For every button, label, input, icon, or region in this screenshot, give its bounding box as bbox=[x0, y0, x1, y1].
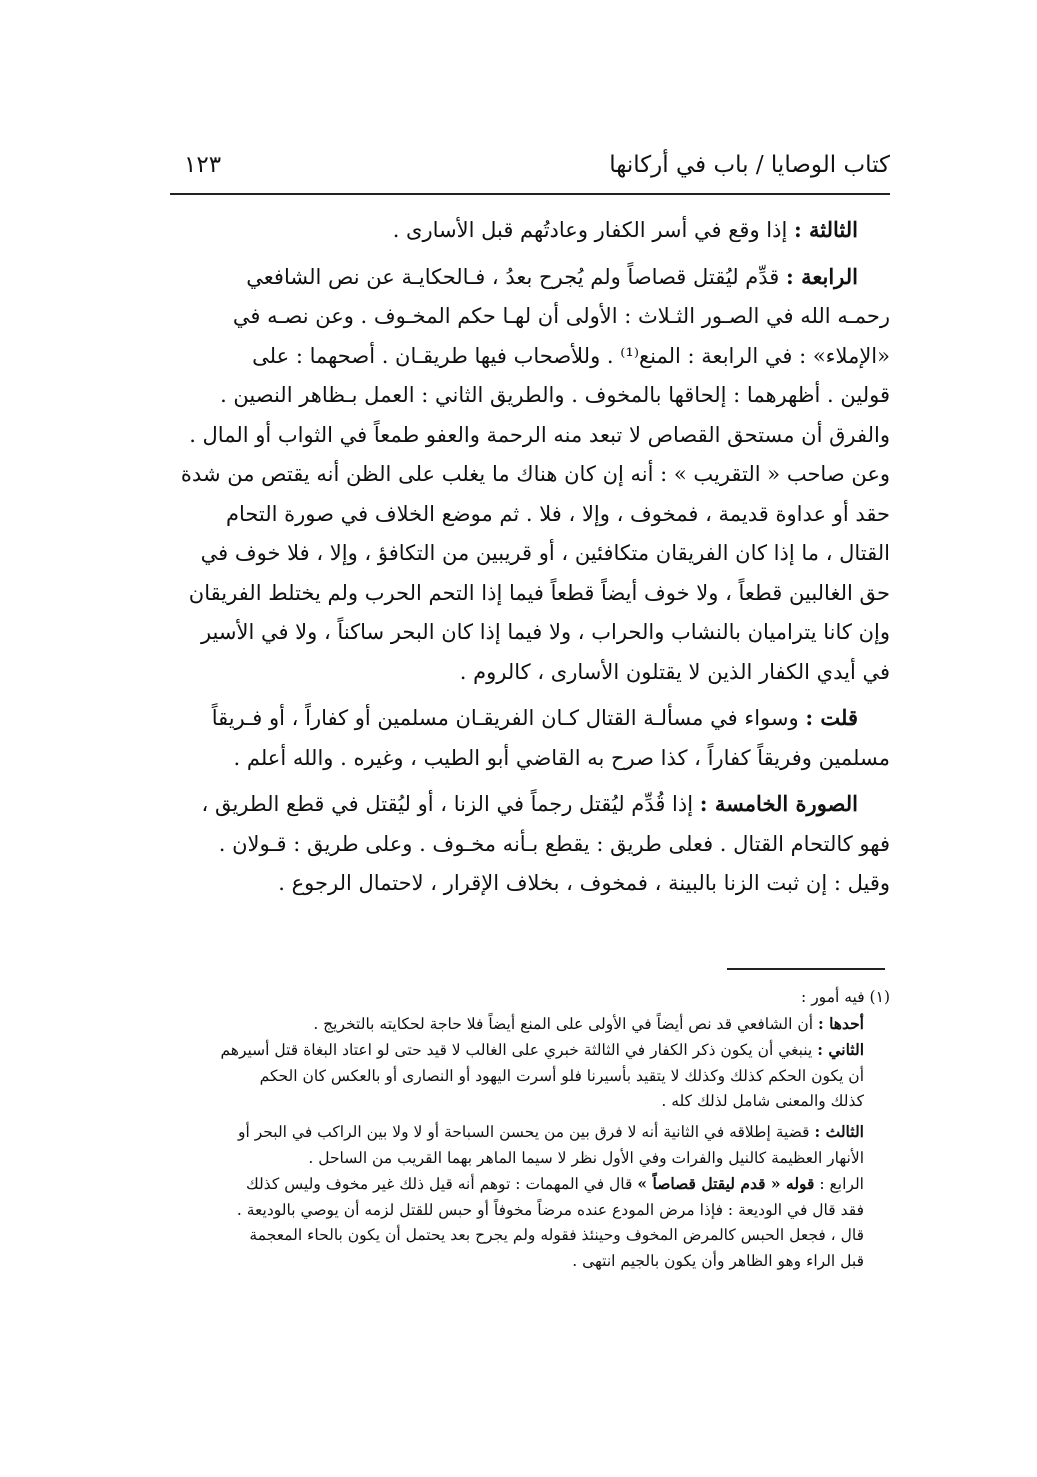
footnote-label: الثاني : bbox=[817, 1040, 864, 1060]
text-line: حقد أو عداوة قديمة ، فمخوف ، وإلا ، فلا . ثم موضع الخلاف في صورة التحام bbox=[225, 501, 890, 526]
text-line: الرابعة : قدِّم ليُقتل قصاصاً ولم يُجرح بعدُ ، فـالحكايـة عن نص الشافعي bbox=[246, 263, 858, 289]
footnote-line: فقد قال في الوديعة : فإذا مرض المودع عنده مرضاً مخوفاً أو حبس للقتل لزمه أن يوصي بالوديعة . bbox=[236, 1200, 864, 1219]
text-line: الثالثة : إذا وقع في أسر الكفار وعادتُهم قبل الأسارى . bbox=[392, 217, 858, 242]
page-number: ١٢٣ bbox=[184, 152, 222, 178]
footnote-line: قال ، فجعل الحبس كالمرض المخوف وحينئذ فقوله ولم يجرح بعد يحتمل أن يكون بالحاء المعجمة bbox=[249, 1226, 864, 1245]
text-line: والفرق أن مستحق القصاص لا تبعد منه الرحمة والعفو طمعاً في الثواب أو المال . bbox=[189, 422, 890, 447]
footnote-line: الأنهار العظيمة كالنيل والفرات وفي الأول نظر لا سيما الماهر بهما القريب من الساحل . bbox=[308, 1148, 864, 1167]
footnote-label: الثالث : bbox=[814, 1121, 864, 1141]
text-line: مسلمين وفريقاً كفاراً ، كذا صرح به القاضي أبو الطيب ، وغيره . والله أعلم . bbox=[233, 745, 890, 770]
footnote-line: الثاني : ينبغي أن يكون ذكر الكفار في الثالثة خبري على الغالب لا قيد حتى لو اعتاد البغاة قتل أسيرهم bbox=[220, 1040, 864, 1060]
text-line: الصورة الخامسة : إذا قُدِّم ليُقتل رجماً في الزنا ، أو ليُقتل في قطع الطريق ، bbox=[201, 791, 858, 816]
footnote-divider bbox=[727, 968, 885, 970]
text-line: رحمـه الله في الصـور الثـلاث : الأولى أن لهـا حكم المخـوف . وعن نصـه في bbox=[232, 304, 890, 328]
text-line: وعن صاحب « التقريب » : أنه إن كان هناك ما يغلب على الظن أنه يقتص من شدة bbox=[180, 462, 890, 486]
header-divider bbox=[170, 193, 890, 195]
text-line: وقيل : إن ثبت الزنا بالبينة ، فمخوف ، بخلاف الإقرار ، لاحتمال الرجوع . bbox=[278, 871, 890, 895]
footnote-label: أحدها : bbox=[817, 1013, 864, 1033]
text-line: «الإملاء» : في الرابعة : المنع⁽¹⁾ . وللأصحاب فيها طريقـان . أصحهما : على bbox=[252, 343, 890, 368]
running-header bbox=[170, 150, 890, 190]
footnote-quote: قوله « قدم ليقتل قصاصاً » bbox=[637, 1174, 815, 1194]
text-line: القتال ، ما إذا كان الفريقان متكافئين ، أو قريبين من التكافؤ ، وإلا ، فلا خوف في bbox=[200, 541, 890, 565]
text-line: قولين . أظهرهما : إلحاقها بالمخوف . والطريق الثاني : العمل بـظاهر النصين . bbox=[220, 383, 890, 407]
text-line: حق الغالبين قطعاً ، ولا خوف أيضاً قطعاً فيما إذا التحم الحرب ولم يختلط الفريقان bbox=[188, 580, 890, 605]
footnote-line: الرابع : قوله « قدم ليقتل قصاصاً » قال في المهمات : توهم أنه قيل ذلك غير مخوف وليس كذلك bbox=[245, 1174, 864, 1194]
text-line: وإن كانا يتراميان بالنشاب والحراب ، ولا فيما إذا كان البحر ساكناً ، ولا في الأسير bbox=[200, 620, 890, 644]
section-label: قلت : bbox=[805, 705, 858, 730]
header-title: كتاب الوصايا / باب في أركانها bbox=[609, 152, 890, 178]
footnote-line: الثالث : قضية إطلاقه في الثانية أنه لا فرق بين من يحسن السباحة أو لا ولا بين الراكب في البحر أو bbox=[238, 1121, 864, 1141]
footnote-line: (١) فيه أمور : bbox=[801, 988, 890, 1006]
footnote-line: أن يكون الحكم كذلك وكذلك لا يتقيد بأسيرنا فلو أسرت اليهود أو النصارى أو بالعكس كان الحكم bbox=[259, 1066, 864, 1085]
footnote-line: أحدها : أن الشافعي قد نص أيضاً في الأولى على المنع أيضاً فلا حاجة لحكايته بالتخريج . bbox=[313, 1013, 864, 1033]
footnotes bbox=[170, 985, 890, 1275]
text-line: قلت : وسواء في مسألـة القتال كـان الفريقـان مسلمين أو كفاراً ، أو فـريقاً bbox=[211, 705, 858, 730]
footnote-line: كذلك والمعنى شامل لذلك كله . bbox=[661, 1092, 864, 1111]
section-label: الصورة الخامسة : bbox=[699, 791, 858, 816]
main-text bbox=[170, 210, 890, 904]
footnote-line: قبل الراء وهو الظاهر وأن يكون بالجيم انتهى . bbox=[572, 1251, 864, 1270]
section-label: الثالثة : bbox=[793, 217, 858, 242]
text-line: فهو كالتحام القتال . فعلى طريق : يقطع بـأنه مخـوف . وعلى طريق : قـولان . bbox=[218, 831, 890, 856]
text-line: في أيدي الكفار الذين لا يقتلون الأسارى ، كالروم . bbox=[459, 659, 890, 684]
section-label: الرابعة : bbox=[786, 263, 858, 289]
footnote-label: الرابع : bbox=[819, 1175, 864, 1194]
